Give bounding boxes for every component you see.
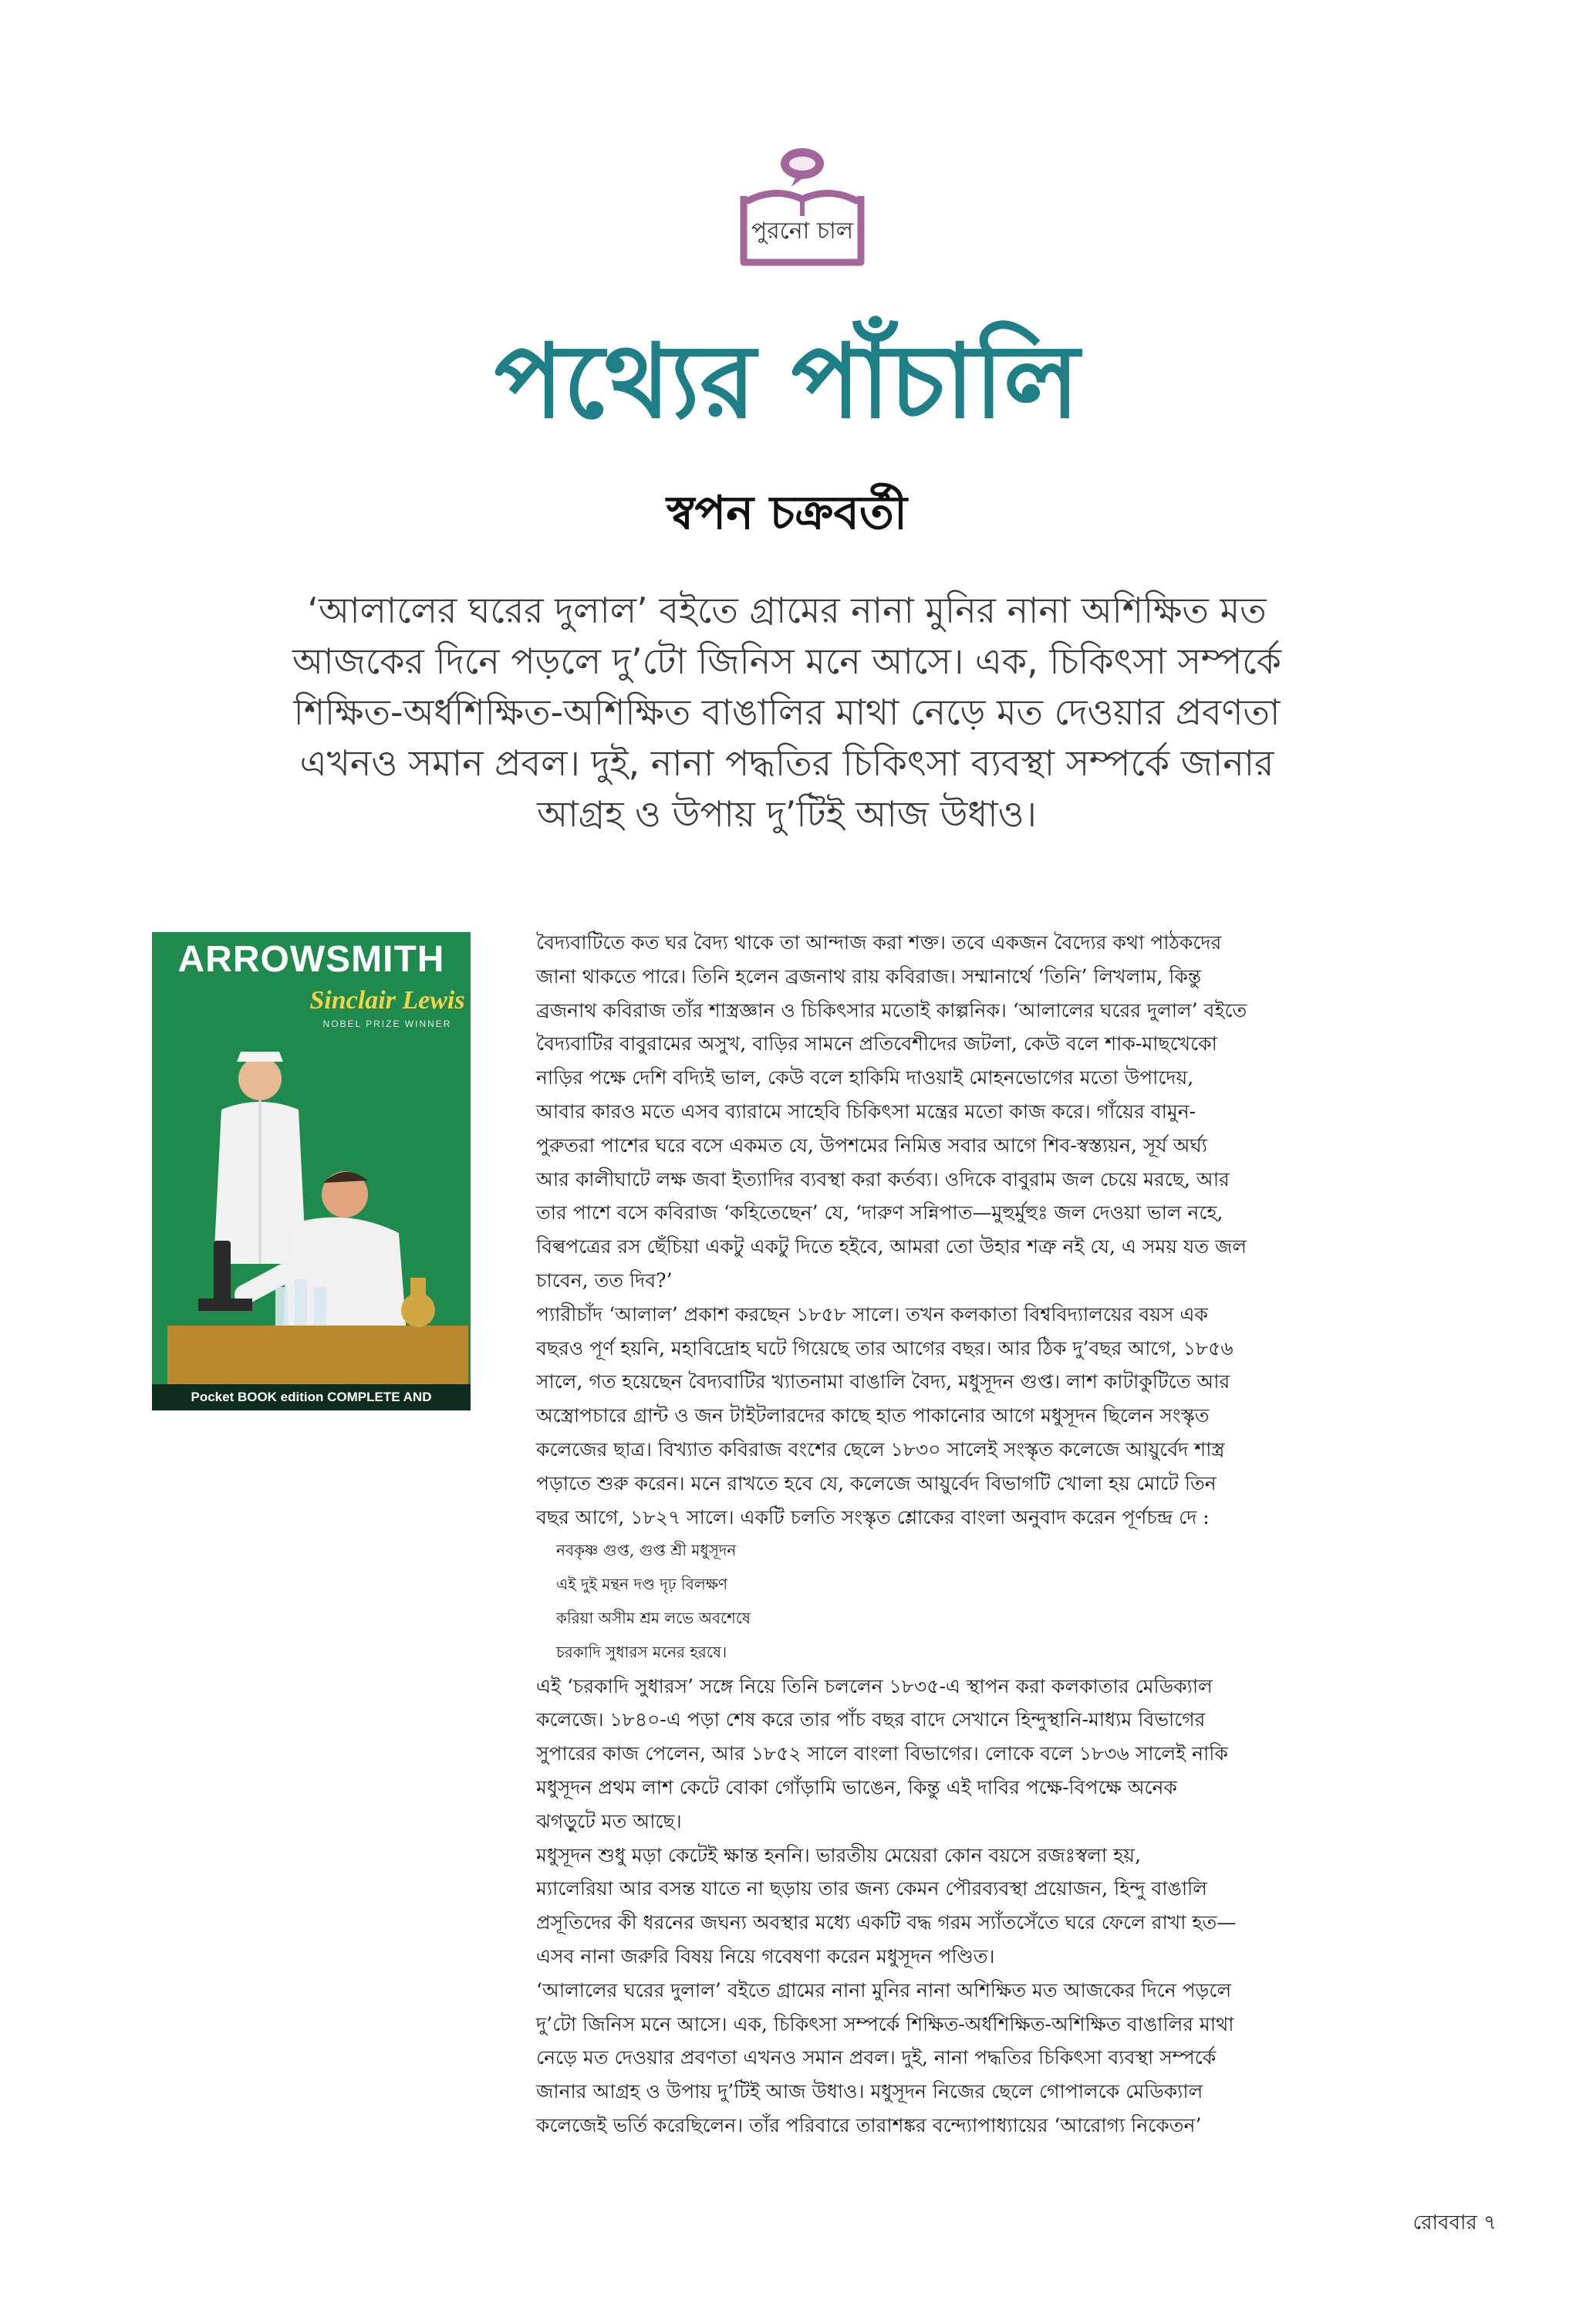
- body-line: কলেজে। ১৮৪০-এ পড়া শেষ করে তার পাঁচ বছর বাদে সেখানে হিন্দুস্থানি-মাধ্যম বিভাগের: [536, 1708, 1206, 1731]
- article-body: [536, 926, 1481, 2143]
- standfirst-line: ‘আলালের ঘরের দুলাল’ বইতে গ্রামের নানা মুনির নানা অশিক্ষিত মত: [307, 589, 1267, 631]
- body-line: অস্ত্রোপচারে গ্রান্ট ও জন টাইটলারদের কাছে হাত পাকানোর আগে মধুসূদন ছিলেন সংস্কৃত: [536, 1404, 1210, 1427]
- body-line: জানা থাকতে পারে। তিনি হলেন ব্রজনাথ রায় কবিরাজ। সম্মানার্থে ‘তিনি’ লিখলাম, কিন্তু: [536, 964, 1202, 988]
- standfirst-line: শিক্ষিত-অর্ধশিক্ষিত-অশিক্ষিত বাঙালির মাথা নেড়ে মত দেওয়ার প্রবণতা: [293, 691, 1281, 733]
- body-line: ব্রজনাথ কবিরাজ তাঁর শাস্ত্রজ্ঞান ও চিকিৎসার মতোই কাল্পনিক। ‘আলালের ঘরের দুলাল’ বইতে: [536, 998, 1247, 1022]
- book-cover-footer: Pocket BOOK edition COMPLETE AND UNABRIDGED: [152, 1384, 471, 1410]
- body-line: মধুসূদন প্রথম লাশ কেটে বোকা গোঁড়ামি ভাঙেন, কিন্তু এই দাবির পক্ষে-বিপক্ষে অনেক: [536, 1775, 1177, 1799]
- body-line: ঝগড়ুটে মত আছে।: [536, 1809, 682, 1833]
- body-line: বৈদ্যবাটিতে কত ঘর বৈদ্য থাকে তা আন্দাজ করা শক্ত। তবে একজন বৈদ্যের কথা পাঠকদের: [536, 931, 1222, 954]
- standfirst: [162, 585, 1412, 839]
- standfirst-line: এখনও সমান প্রবল। দুই, নানা পদ্ধতির চিকিৎসা ব্যবস্থা সম্পর্কে জানার: [299, 742, 1274, 784]
- body-line: বছরও পূর্ণ হয়নি, মহাবিদ্রোহ ঘটে গিয়েছে তার আগের বছর। আর ঠিক দু’বছর আগে, ১৮৫৬: [536, 1336, 1233, 1360]
- section-logo: [725, 139, 879, 270]
- open-book-speech-icon: [725, 139, 879, 270]
- body-line: নাড়ির পক্ষে দেশি বদ্যিই ভাল, কেউ বলে হাকিমি দাওয়াই মোহনভোগের মতো উপাদেয়,: [536, 1066, 1194, 1089]
- body-line: এই ‘চরকাদি সুধারস’ সঙ্গে নিয়ে তিনি চললেন ১৮৩৫-এ স্থাপন করা কলকাতার মেডিক্যাল: [536, 1674, 1213, 1697]
- body-line: পড়াতে শুরু করেন। মনে রাখতে হবে যে, কলেজে আয়ুর্বেদ বিভাগটি খোলা হয় মোটে তিন: [536, 1471, 1217, 1495]
- book-cover-image: [152, 932, 471, 1431]
- body-line: এসব নানা জরুরি বিষয় নিয়ে গবেষণা করেন মধুসূদন পণ্ডিত।: [536, 1944, 995, 1968]
- body-line: নেড়ে মত দেওয়ার প্রবণতা এখনও সমান প্রবল। দুই, নানা পদ্ধতির চিকিৎসা ব্যবস্থা সম্পর্কে: [536, 2046, 1217, 2069]
- body-line: বছর আগে, ১৮২৭ সালে। একটি চলতি সংস্কৃত শ্লোকের বাংলা অনুবাদ করেন পূর্ণচন্দ্র দে :: [536, 1505, 1210, 1529]
- body-line: আবার কারও মতে এসব ব্যারামে সাহেবি চিকিৎসা মন্ত্রের মতো কাজ করে। গাঁয়ের বামুন-: [536, 1100, 1196, 1123]
- author-byline: স্বপন চক্রবর্তী: [666, 486, 908, 540]
- body-line: কলেজেই ভর্তি করেছিলেন। তাঁর পরিবারে তারাশঙ্কর বন্দ্যোপাধ্যায়ের ‘আরোগ্য নিকেতন’: [536, 2113, 1202, 2137]
- body-line: ‘আলালের ঘরের দুলাল’ বইতে গ্রামের নানা মুনির নানা অশিক্ষিত মত আজকের দিনে পড়লে: [536, 1978, 1232, 2001]
- body-line: মধুসূদন শুধু মড়া কেটেই ক্ষান্ত হননি। ভারতীয় মেয়েরা কোন বয়সে রজঃস্বলা হয়,: [536, 1843, 1141, 1866]
- body-line: কলেজের ছাত্র। বিখ্যাত কবিরাজ বংশের ছেলে ১৮৩০ সালেই সংস্কৃত কলেজে আয়ুর্বেদ শাস্ত্র: [536, 1437, 1225, 1461]
- body-line: প্রসূতিদের কী ধরনের জঘন্য অবস্থার মধ্যে একটি বদ্ধ গরম স্যাঁতসেঁতে ঘরে ফেলে রাখা হত—: [536, 1911, 1237, 1934]
- section-logo-label: পুরনো চাল: [751, 218, 854, 245]
- body-line: চাবেন, তত দিব?’: [536, 1268, 673, 1292]
- verse-line: নবকৃষ্ণ গুপ্ত, গুপ্ত শ্রী মধুসূদন: [556, 1541, 737, 1560]
- body-line: বিল্বপত্রের রস ছেঁচিয়া একটু একটু দিতে হইবে, আমরা তো উহার শত্রু নই যে, এ সময় যত জল: [536, 1235, 1247, 1258]
- verse-line: চরকাদি সুধারস মনের হরষে।: [556, 1642, 727, 1661]
- standfirst-line: আজকের দিনে পড়লে দু’টো জিনিস মনে আসে। এক, চিকিৎসা সম্পর্কে: [292, 640, 1281, 682]
- body-line: ম্যালেরিয়া আর বসন্ত যাতে না ছড়ায় তার জন্য কেমন পৌরব্যবস্থা প্রয়োজন, হিন্দু বাঙালি: [536, 1877, 1207, 1900]
- body-line: প্যারীচাঁদ ‘আলাল’ প্রকাশ করছেন ১৮৫৮ সালে। তখন কলকাতা বিশ্ববিদ্যালয়ের বয়স এক: [536, 1302, 1208, 1326]
- page-folio: রোববার ৭: [1412, 2211, 1497, 2234]
- body-line: সালে, গত হয়েছেন বৈদ্যবাটির খ্যাতনামা বাঙালি বৈদ্য, মধুসূদন গুপ্ত। লাশ কাটাকুটিতে আর: [536, 1370, 1230, 1393]
- article-title: পথ্যের পাঁচালি: [494, 322, 1080, 441]
- body-line: বৈদ্যবাটির বাবুরামের অসুখ, বাড়ির সামনে প্রতিবেশীদের জটলা, কেউ বলে শাক-মাছখেকো: [536, 1032, 1217, 1056]
- book-cover-title: ARROWSMITH: [177, 939, 445, 980]
- verse-line: করিয়া অসীম শ্রম লভে অবশেষে: [556, 1608, 751, 1627]
- body-line: আর কালীঘাটে লক্ষ জবা ইত্যাদির ব্যবস্থা করা কর্তব্য। ওদিকে বাবুরাম জল চেয়ে মরছে, আর: [536, 1167, 1230, 1191]
- book-cover-subtitle: NOBEL PRIZE WINNER: [322, 1018, 452, 1029]
- book-cover-illustration: [152, 1032, 471, 1384]
- verse-line: এই দুই মন্থন দণ্ড দৃঢ় বিলক্ষণ: [556, 1575, 728, 1594]
- standfirst-line: আগ্রহ ও উপায় দু’টিই আজ উধাও।: [537, 793, 1037, 835]
- body-line: সুপারের কাজ পেলেন, আর ১৮৫২ সালে বাংলা বিভাগের। লোকে বলে ১৮৩৬ সালেই নাকি: [536, 1742, 1228, 1765]
- body-line: তার পাশে বসে কবিরাজ ‘কহিতেছেন’ যে, ‘দারুণ সন্নিপাত—মুহুর্মুহুঃ জল দেওয়া ভাল নহে,: [536, 1201, 1223, 1224]
- body-line: দু’টো জিনিস মনে আসে। এক, চিকিৎসা সম্পর্কে শিক্ষিত-অর্ধশিক্ষিত-অশিক্ষিত বাঙালির মাথা: [536, 2012, 1234, 2035]
- book-cover-author: Sinclair Lewis: [309, 986, 465, 1015]
- body-line: পুরুতরা পাশের ঘরে বসে একমত যে, উপশমের নিমিত্ত সবার আগে শিব-স্বস্ত্যয়ন, সূর্য অর্ঘ্য: [536, 1133, 1207, 1157]
- body-line: জানার আগ্রহ ও উপায় দু’টিই আজ উধাও। মধুসূদন নিজের ছেলে গোপালকে মেডিক্যাল: [536, 2080, 1203, 2103]
